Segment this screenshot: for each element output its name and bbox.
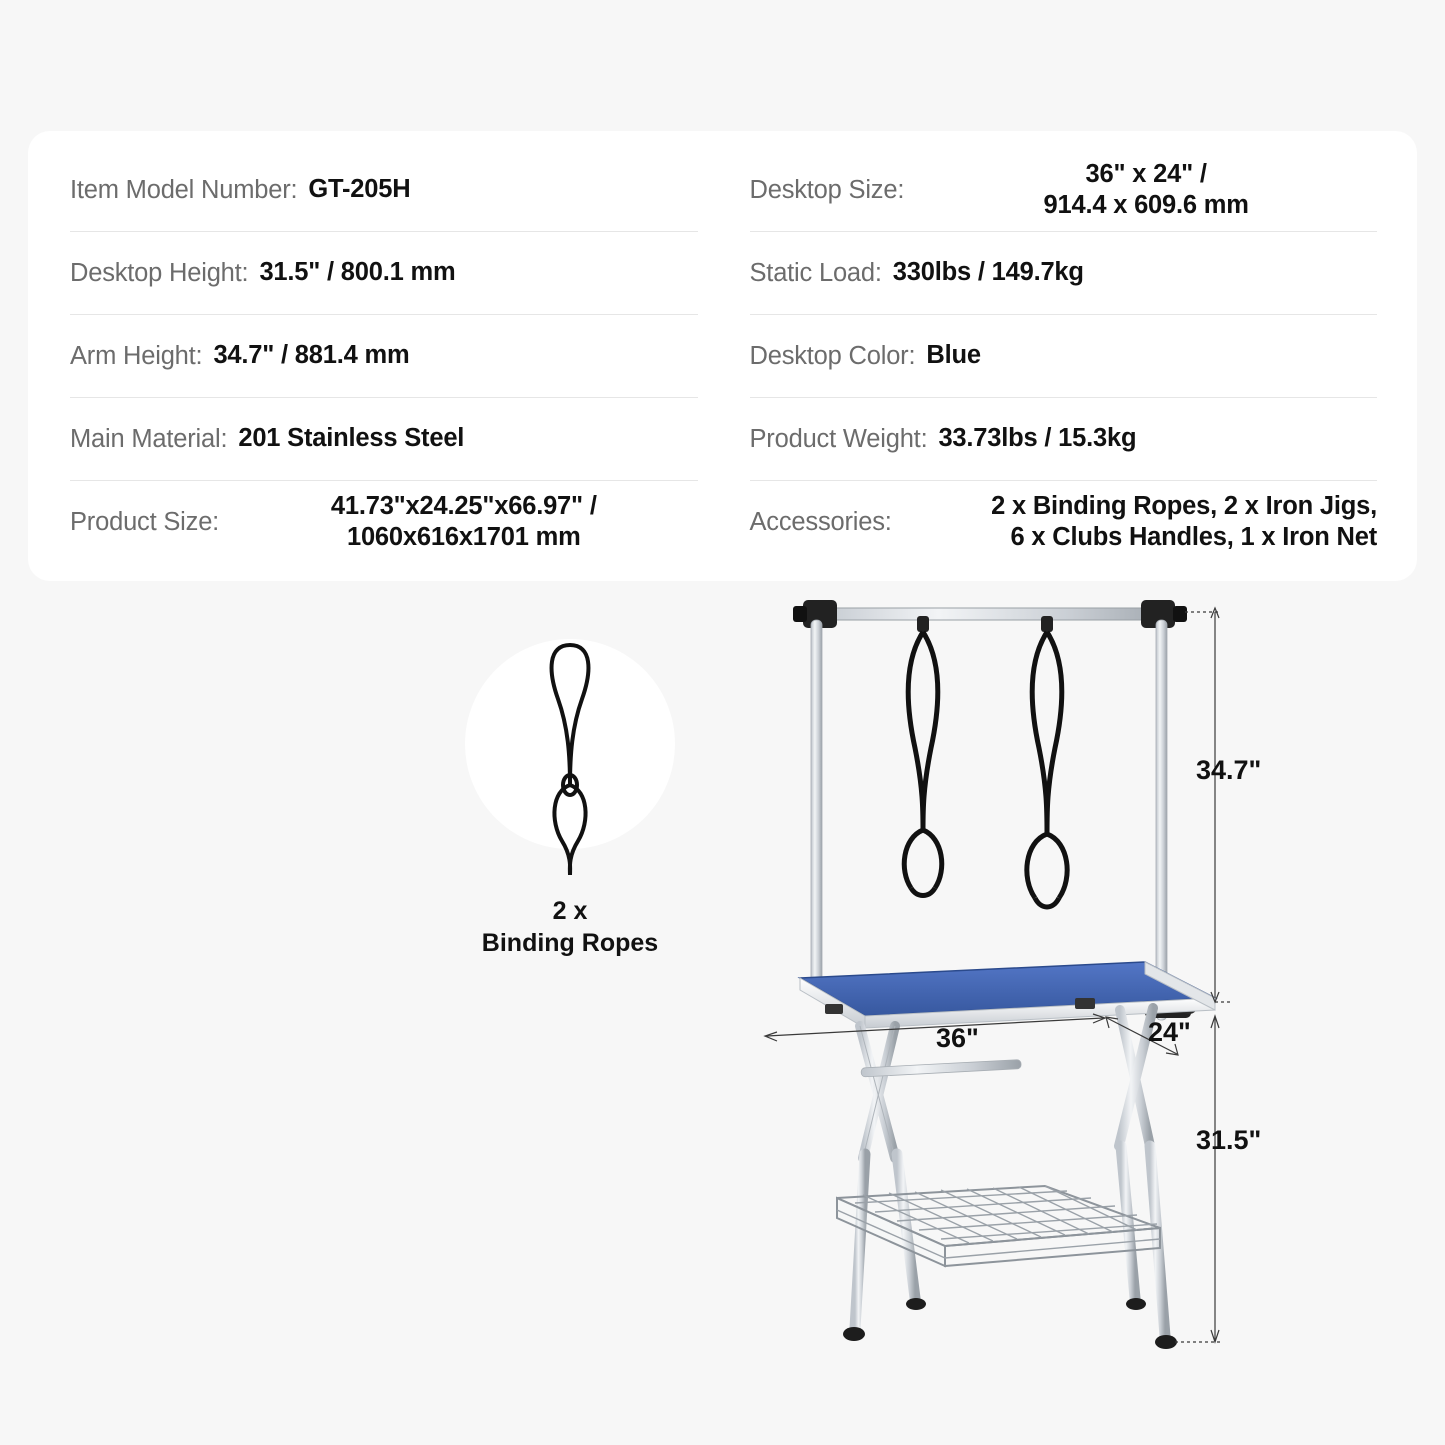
spec-value: 201 Stainless Steel <box>238 424 465 453</box>
dimension-label-desktop-height: 31.5" <box>1196 1125 1262 1155</box>
spec-row-arm-height <box>70 315 698 398</box>
spec-column-left <box>70 149 720 563</box>
rope-closeup-caption: 2 x Binding Ropes <box>481 897 659 957</box>
spec-value: GT-205H <box>308 175 411 204</box>
spec-label: Arm Height: <box>70 341 203 370</box>
spec-row-accessories <box>750 481 1378 563</box>
product-illustration <box>0 580 1445 1445</box>
spec-row-desktop-size <box>750 149 1378 232</box>
spec-label: Desktop Height: <box>70 258 249 287</box>
spec-value: 2 x Binding Ropes, 2 x Iron Jigs, 6 x Clubs Handles, 1 x Iron Net <box>991 491 1377 551</box>
dimension-label-table-length: 36" <box>936 1023 979 1053</box>
spec-row-static-load <box>750 232 1378 315</box>
spec-row-desktop-color <box>750 315 1378 398</box>
spec-label: Desktop Size: <box>749 175 905 204</box>
spec-label: Item Model Number: <box>70 175 298 204</box>
spec-value: 34.7" / 881.4 mm <box>213 341 410 370</box>
spec-row-item-model-number <box>70 149 698 232</box>
dimension-label-arm-height: 34.7" <box>1196 755 1262 785</box>
spec-value: 41.73"x24.25"x66.97" / 1060x616x1701 mm <box>330 491 597 551</box>
grooming-table-diagram <box>745 598 1305 1428</box>
spec-label: Product Size: <box>70 507 220 536</box>
spec-column-right <box>720 149 1378 563</box>
spec-label: Accessories: <box>749 507 892 536</box>
spec-label: Static Load: <box>749 258 882 287</box>
specification-card <box>28 131 1417 581</box>
spec-row-main-material <box>70 398 698 481</box>
spec-row-desktop-height <box>70 232 698 315</box>
spec-value: 31.5" / 800.1 mm <box>259 258 456 287</box>
spec-value: 33.73lbs / 15.3kg <box>938 424 1137 453</box>
binding-rope-closeup-icon <box>500 635 640 895</box>
spec-value: Blue <box>926 341 981 370</box>
spec-label: Product Weight: <box>749 424 928 453</box>
spec-row-product-size <box>70 481 698 563</box>
spec-label: Desktop Color: <box>749 341 916 370</box>
spec-value: 330lbs / 149.7kg <box>892 258 1084 287</box>
spec-label: Main Material: <box>70 424 228 453</box>
spec-row-product-weight <box>750 398 1378 481</box>
spec-value: 36" x 24" / 914.4 x 609.6 mm <box>1043 159 1249 219</box>
dimension-label-table-width: 24" <box>1148 1017 1191 1047</box>
